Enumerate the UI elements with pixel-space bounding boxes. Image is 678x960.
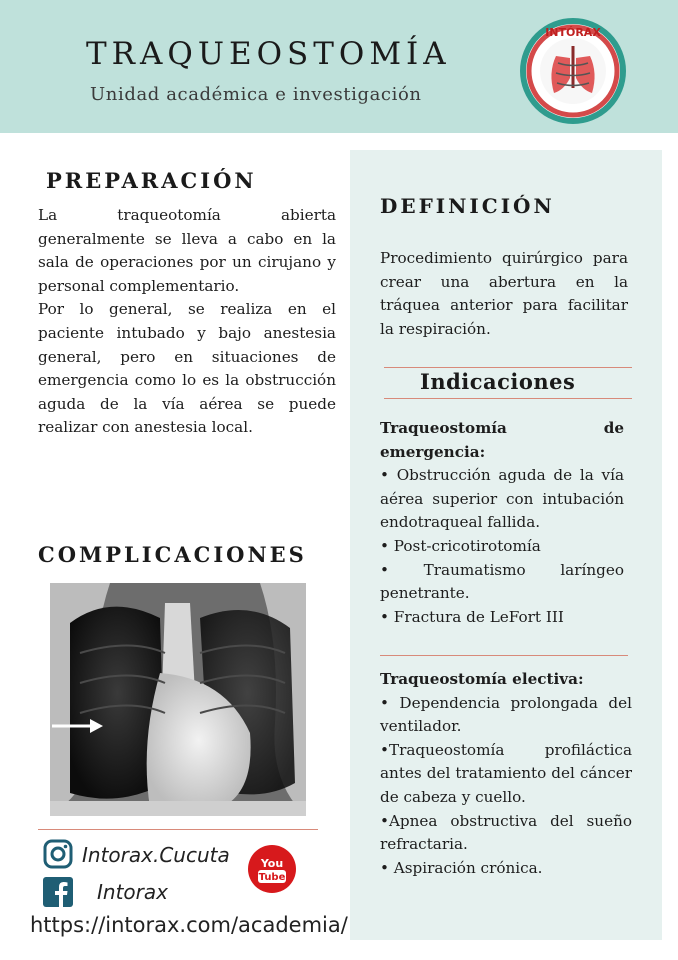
list-item: • Dependencia prolongada del ventilador. xyxy=(380,693,632,736)
youtube-icon[interactable] xyxy=(246,844,298,894)
youtube-label-bottom: Tube xyxy=(258,872,286,883)
divider-indicaciones-top xyxy=(384,367,632,368)
youtube-label-top: You xyxy=(260,857,284,870)
list-item: • Obstrucción aguda de la vía aérea superior con intubación endotraqueal fallida. xyxy=(380,466,624,532)
section-heading-preparacion: PREPARACIÓN xyxy=(46,168,257,193)
list-item: • Fractura de LeFort III xyxy=(380,607,564,626)
page-title: TRAQUEOSTOMÍA xyxy=(86,36,451,72)
electiva-title: Traqueostomía electiva: xyxy=(380,670,584,688)
divider-electiva xyxy=(380,655,628,656)
intorax-logo xyxy=(518,18,628,124)
list-item: • Aspiración crónica. xyxy=(380,858,543,877)
list-item: • Traumatismo laríngeo penetrante. xyxy=(380,560,624,603)
indicaciones-heading: Indicaciones xyxy=(420,369,576,394)
list-item: • Post-cricotirotomía xyxy=(380,536,541,555)
divider-left xyxy=(38,829,318,830)
emergencia-list xyxy=(380,464,624,629)
logo-text: INTÓRAX xyxy=(545,26,601,39)
website-link[interactable]: https://intorax.com/academia/ xyxy=(30,913,348,937)
electiva-list xyxy=(380,692,632,881)
preparacion-paragraph-2: Por lo general, se realiza en el paciente intubado y bajo anestesia general, pero en situaciones de emergencia como lo es la obstrucción aguda de la vía aérea se puede realizar con anestesia local. xyxy=(38,300,336,437)
section-heading-definicion: DEFINICIÓN xyxy=(380,194,555,218)
section-heading-complicaciones: COMPLICACIONES xyxy=(38,542,307,567)
emergencia-block xyxy=(380,417,624,629)
instagram-handle[interactable]: Intorax.Cucuta xyxy=(82,843,230,867)
facebook-icon[interactable] xyxy=(42,876,74,908)
emergencia-title: Traqueostomía de emergencia: xyxy=(380,419,624,461)
preparacion-text xyxy=(38,204,336,440)
page-subtitle: Unidad académica e investigación xyxy=(90,84,422,105)
definicion-text: Procedimiento quirúrgico para crear una abertura en la tráquea anterior para facilitar la respiración. xyxy=(380,249,628,338)
divider-indicaciones-bottom xyxy=(384,398,632,399)
electiva-block xyxy=(380,668,632,880)
list-item: •Apnea obstructiva del sueño refractaria. xyxy=(380,811,632,854)
list-item: •Traqueostomía profiláctica antes del tratamiento del cáncer de cabeza y cuello. xyxy=(380,740,632,806)
facebook-handle[interactable]: Intorax xyxy=(97,880,168,904)
chest-xray-image xyxy=(50,583,306,816)
instagram-icon[interactable] xyxy=(42,838,74,870)
preparacion-paragraph-1: La traqueotomía abierta generalmente se lleva a cabo en la sala de operaciones por un cirujano y personal complementario. xyxy=(38,206,336,295)
